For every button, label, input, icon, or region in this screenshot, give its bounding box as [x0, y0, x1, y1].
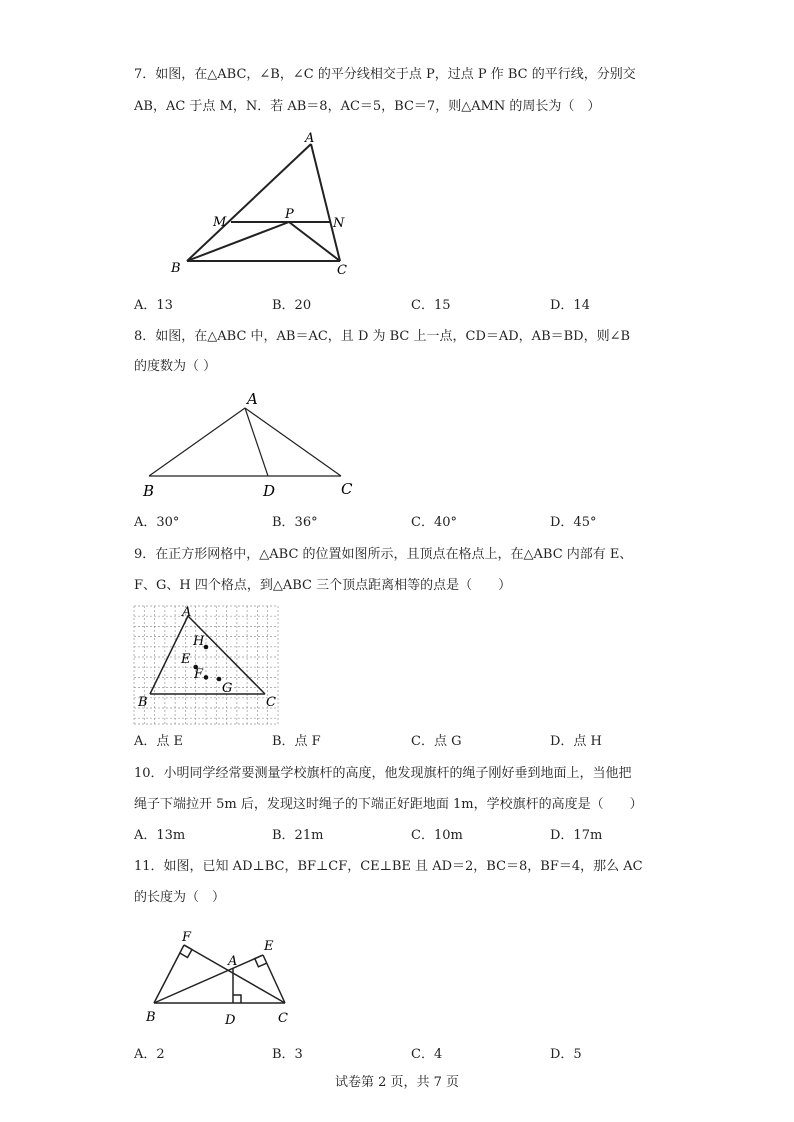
q7-seg-bp	[187, 222, 289, 261]
q9-label-g: G	[222, 681, 233, 696]
q11-option-a[interactable]: A．2	[134, 1047, 165, 1062]
q9-option-d[interactable]: D．点 H	[550, 734, 602, 749]
q7-figure	[165, 130, 365, 280]
q11-label-b: B	[146, 1010, 156, 1025]
q7-option-a[interactable]: A．13	[134, 298, 173, 313]
page-footer: 试卷第 2 页，共 7 页	[334, 1075, 460, 1090]
q11-option-d[interactable]: D．5	[550, 1047, 582, 1062]
q8-figure	[135, 388, 365, 503]
q11-label-f: F	[182, 930, 192, 945]
q9-point-g	[217, 677, 222, 682]
q10-option-a[interactable]: A．13m	[134, 828, 186, 843]
q8-seg-ad	[245, 408, 268, 476]
q9-point-f	[204, 675, 209, 680]
q8-label-c: C	[341, 480, 353, 498]
q10-option-b[interactable]: B．21m	[272, 828, 324, 843]
q7-option-d[interactable]: D．14	[550, 298, 590, 313]
q9-point-h	[204, 645, 209, 650]
q11-seg-ce	[263, 955, 285, 1003]
q8-option-c[interactable]: C．40°	[411, 515, 457, 530]
q7-option-c[interactable]: C．15	[411, 298, 451, 313]
q7-seg-ac	[311, 144, 340, 261]
q9-label-a: A	[182, 605, 192, 620]
q11-option-b[interactable]: B．3	[272, 1047, 303, 1062]
q7-label-p: P	[285, 207, 294, 222]
q11-stem-line2: 的长度为（ ）	[134, 890, 226, 905]
q8-option-b[interactable]: B．36°	[272, 515, 318, 530]
q7-label-m: M	[213, 215, 227, 230]
q7-option-b[interactable]: B．20	[272, 298, 312, 313]
q7-seg-ab	[187, 144, 311, 261]
q8-label-b: B	[143, 482, 155, 500]
q9-grid	[134, 606, 278, 724]
q11-label-e: E	[264, 939, 274, 954]
q8-stem-line1: 8．如图，在△ABC 中，AB＝AC，且 D 为 BC 上一点，CD＝AD，AB＝BD，则∠B	[134, 329, 631, 344]
q7-label-n: N	[333, 216, 345, 231]
q11-right-angle-d	[233, 995, 241, 1003]
q7-label-b: B	[171, 261, 181, 276]
q10-stem-line2: 绳子下端拉开 5m 后，发现这时绳子的下端正好距地面 1m，学校旗杆的高度是（ ）	[134, 797, 643, 812]
q11-label-c: C	[278, 1011, 288, 1026]
q11-label-a: A	[228, 954, 238, 969]
q8-option-d[interactable]: D．45°	[550, 515, 597, 530]
q11-label-d: D	[225, 1013, 236, 1028]
q11-right-angle-e	[255, 955, 267, 967]
q9-stem-line2: F、G、H 四个格点，到△ABC 三个顶点距离相等的点是（ ）	[134, 578, 512, 593]
q8-seg-ac	[245, 408, 341, 476]
q9-option-b[interactable]: B．点 F	[272, 734, 321, 749]
q9-label-e: E	[181, 652, 191, 667]
q9-option-c[interactable]: C．点 G	[411, 734, 462, 749]
q10-option-c[interactable]: C．10m	[411, 828, 463, 843]
q8-seg-ab	[149, 408, 245, 476]
q9-label-f: F	[194, 667, 204, 682]
q11-right-angle-f	[180, 945, 192, 958]
q8-label-d: D	[263, 482, 276, 500]
q9-option-a[interactable]: A．点 E	[134, 734, 184, 749]
q9-figure	[132, 604, 282, 728]
q9-label-b: B	[138, 695, 148, 710]
q11-seg-bf	[154, 945, 184, 1003]
q11-option-c[interactable]: C．4	[411, 1047, 443, 1062]
q11-seg-be	[154, 955, 263, 1003]
q8-stem-line2: 的度数为（ ）	[134, 359, 217, 374]
q8-label-a: A	[247, 390, 258, 408]
q9-label-h: H	[193, 634, 205, 649]
q7-label-c: C	[337, 263, 347, 278]
q9-stem-line1: 9．在正方形网格中，△ABC 的位置如图所示，且顶点在格点上，在△ABC 内部有 E、	[134, 547, 633, 562]
q7-stem-line1: 7．如图，在△ABC，∠B，∠C 的平分线相交于点 P，过点 P 作 BC 的平行线，分别交	[134, 67, 636, 82]
q10-stem-line1: 10．小明同学经常要测量学校旗杆的高度，他发现旗杆的绳子刚好垂到地面上，当他把	[134, 766, 632, 781]
q7-stem-line2: AB，AC 于点 M，N．若 AB＝8，AC＝5，BC＝7，则△AMN 的周长为（ ）	[134, 99, 601, 114]
q10-option-d[interactable]: D．17m	[550, 828, 603, 843]
q7-label-a: A	[305, 131, 315, 146]
q11-stem-line1: 11．如图，已知 AD⊥BC，BF⊥CF，CE⊥BE 且 AD＝2，BC＝8，BF＝4，那么 AC	[134, 859, 643, 874]
q9-label-c: C	[266, 695, 276, 710]
q11-figure	[140, 925, 300, 1030]
q8-option-a[interactable]: A．30°	[134, 515, 180, 530]
